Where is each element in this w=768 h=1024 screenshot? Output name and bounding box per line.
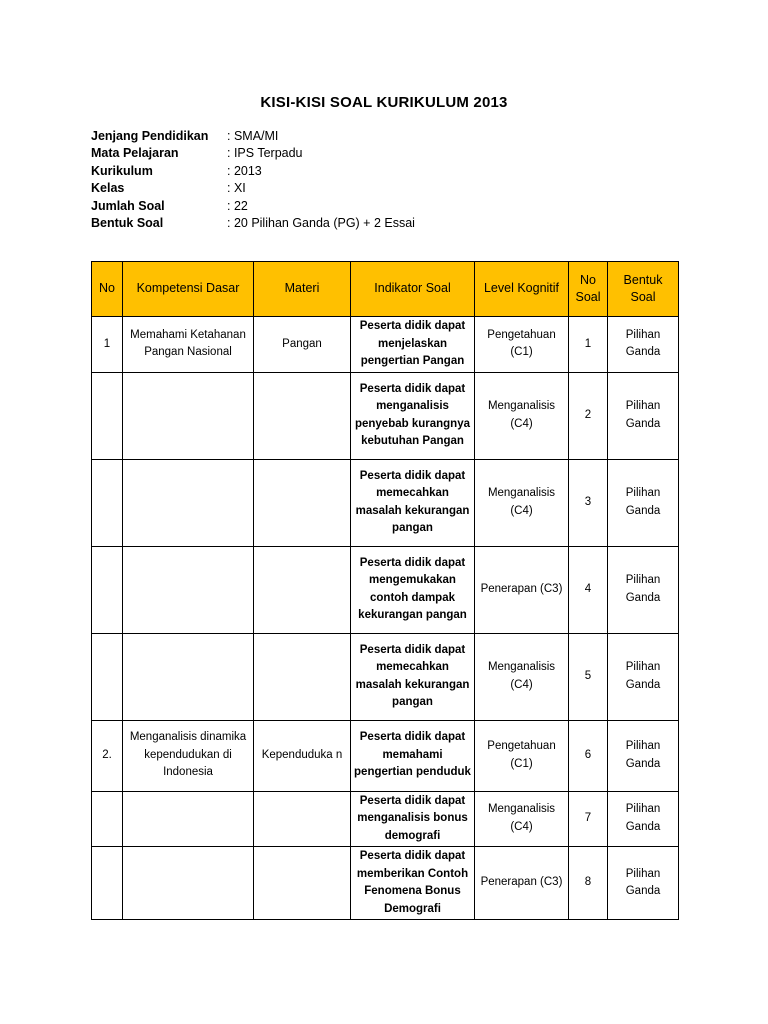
table-row: [92, 459, 679, 546]
cell-no-soal: 7: [569, 791, 608, 847]
cell-no: [92, 459, 123, 546]
cell-level: Pengetahuan (C1): [475, 317, 569, 373]
cell-materi: [254, 847, 351, 920]
meta-value-kelas: : XI: [227, 181, 246, 196]
header-bentuk-soal: Bentuk Soal: [608, 262, 679, 317]
cell-indikator: Peserta didik dapat mengemukakan contoh dampak kekurangan pangan: [351, 546, 475, 633]
header-no-soal: No Soal: [569, 262, 608, 317]
cell-kompetensi-dasar: [123, 459, 254, 546]
meta-value-mapel: : IPS Terpadu: [227, 146, 303, 161]
table-row: [92, 791, 679, 847]
cell-kompetensi-dasar: [123, 791, 254, 847]
cell-no-soal: 4: [569, 546, 608, 633]
cell-materi: [254, 633, 351, 720]
table-header-row: [92, 262, 679, 317]
cell-level: Menganalisis (C4): [475, 372, 569, 459]
cell-indikator: Peserta didik dapat menganalisis bonus demografi: [351, 791, 475, 847]
cell-indikator: Peserta didik dapat memecahkan masalah kekurangan pangan: [351, 459, 475, 546]
meta-label-jenjang: Jenjang Pendidikan: [91, 129, 209, 143]
cell-kompetensi-dasar: Menganalisis dinamika kependudukan di Indonesia: [123, 720, 254, 791]
table-row: [92, 633, 679, 720]
cell-level: Pengetahuan (C1): [475, 720, 569, 791]
table-row: [92, 720, 679, 791]
cell-level: Penerapan (C3): [475, 546, 569, 633]
document-title: KISI-KISI SOAL KURIKULUM 2013: [260, 94, 508, 111]
cell-indikator: Peserta didik dapat memecahkan masalah kekurangan pangan: [351, 633, 475, 720]
meta-label-kurikulum: Kurikulum: [91, 163, 153, 178]
cell-bentuk: Pilihan Ganda: [608, 633, 679, 720]
meta-row: [91, 163, 415, 180]
cell-level: Menganalisis (C4): [475, 633, 569, 720]
cell-bentuk: Pilihan Ganda: [608, 372, 679, 459]
header-indikator-soal: Indikator Soal: [351, 262, 475, 317]
cell-bentuk: Pilihan Ganda: [608, 791, 679, 847]
cell-kompetensi-dasar: [123, 847, 254, 920]
cell-materi: Pangan: [254, 317, 351, 373]
cell-no-soal: 2: [569, 372, 608, 459]
kisi-kisi-table: [91, 261, 679, 920]
table-row: [92, 372, 679, 459]
cell-no: [92, 847, 123, 920]
meta-row: [91, 128, 415, 145]
cell-level: Menganalisis (C4): [475, 791, 569, 847]
meta-value-jumlah-soal: : 22: [227, 198, 248, 213]
cell-indikator: Peserta didik dapat memberikan Contoh Fenomena Bonus Demografi: [351, 847, 475, 920]
cell-no-soal: 6: [569, 720, 608, 791]
cell-indikator: Peserta didik dapat menganalisis penyebab kurangnya kebutuhan Pangan: [351, 372, 475, 459]
cell-no: 2.: [92, 720, 123, 791]
cell-level: Penerapan (C3): [475, 847, 569, 920]
meta-label-kelas: Kelas: [91, 181, 125, 196]
meta-value-bentuk-soal: : 20 Pilihan Ganda (PG) + 2 Essai: [227, 215, 415, 230]
header-materi: Materi: [254, 262, 351, 317]
meta-row: [91, 198, 415, 215]
meta-label-jumlah-soal: Jumlah Soal: [91, 198, 165, 213]
cell-no-soal: 1: [569, 317, 608, 373]
table-row: [92, 317, 679, 373]
meta-info: [91, 128, 415, 232]
cell-no: [92, 546, 123, 633]
meta-row: [91, 145, 415, 162]
cell-kompetensi-dasar: [123, 633, 254, 720]
cell-kompetensi-dasar: [123, 546, 254, 633]
cell-kompetensi-dasar: [123, 372, 254, 459]
cell-no: [92, 791, 123, 847]
cell-materi: [254, 372, 351, 459]
meta-label-bentuk-soal: Bentuk Soal: [91, 215, 164, 230]
cell-bentuk: Pilihan Ganda: [608, 317, 679, 373]
cell-no-soal: 8: [569, 847, 608, 920]
cell-no: [92, 633, 123, 720]
meta-value-kurikulum: : 2013: [227, 163, 262, 178]
cell-no-soal: 5: [569, 633, 608, 720]
cell-indikator: Peserta didik dapat memahami pengertian penduduk: [351, 720, 475, 791]
meta-row: [91, 180, 415, 197]
cell-level: Menganalisis (C4): [475, 459, 569, 546]
meta-label-mapel: Mata Pelajaran: [91, 146, 179, 161]
cell-no-soal: 3: [569, 459, 608, 546]
header-kompetensi-dasar: Kompetensi Dasar: [123, 262, 254, 317]
header-no: No: [92, 262, 123, 317]
cell-no: 1: [92, 317, 123, 373]
header-level-kognitif: Level Kognitif: [475, 262, 569, 317]
table-row: [92, 847, 679, 920]
cell-materi: [254, 459, 351, 546]
cell-bentuk: Pilihan Ganda: [608, 459, 679, 546]
cell-bentuk: Pilihan Ganda: [608, 720, 679, 791]
cell-kompetensi-dasar: Memahami Ketahanan Pangan Nasional: [123, 317, 254, 373]
meta-row: [91, 215, 415, 232]
meta-value-jenjang: : SMA/MI: [227, 129, 279, 143]
cell-indikator: Peserta didik dapat menjelaskan pengertian Pangan: [351, 317, 475, 373]
cell-bentuk: Pilihan Ganda: [608, 546, 679, 633]
cell-materi: Kependuduka n: [254, 720, 351, 791]
cell-bentuk: Pilihan Ganda: [608, 847, 679, 920]
cell-no: [92, 372, 123, 459]
table-row: [92, 546, 679, 633]
cell-materi: [254, 546, 351, 633]
cell-materi: [254, 791, 351, 847]
